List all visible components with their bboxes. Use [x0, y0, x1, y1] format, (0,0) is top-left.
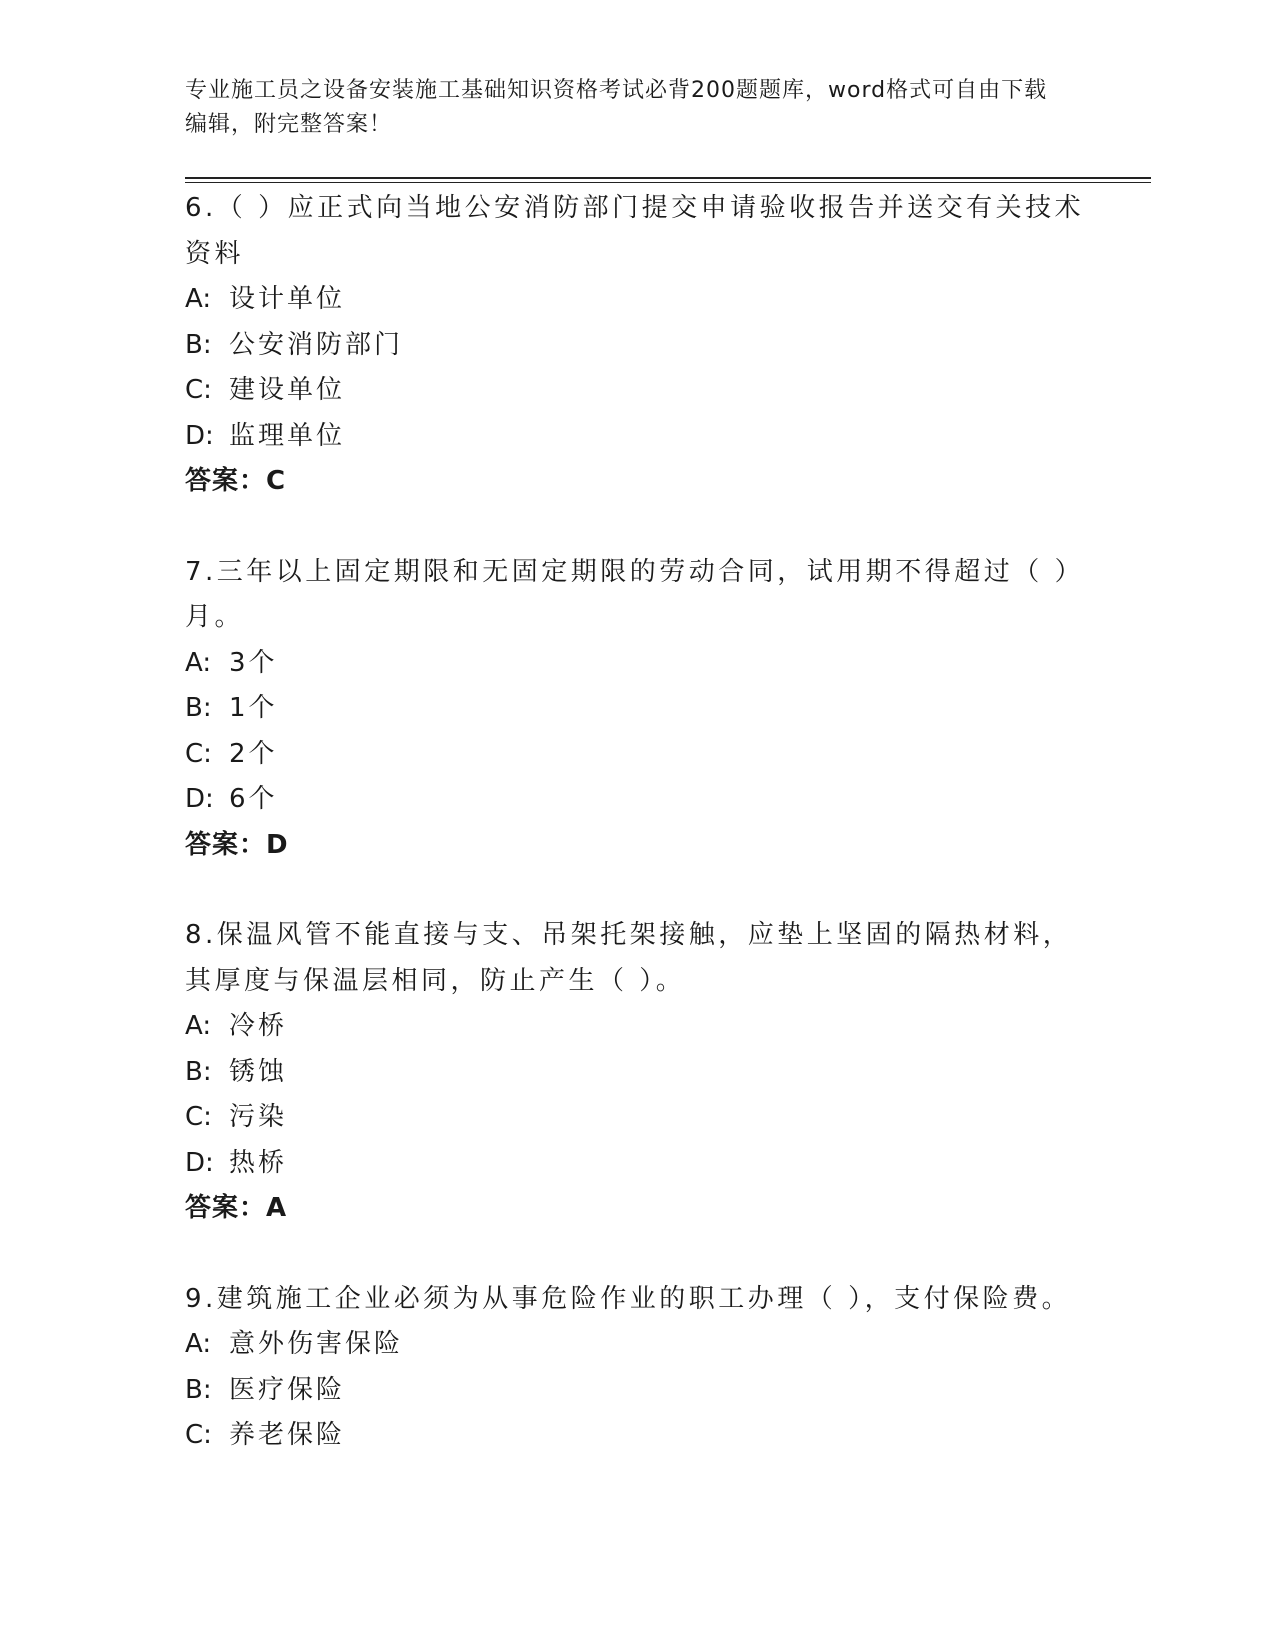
option-d: [185, 1141, 1085, 1187]
option-b: [185, 323, 1085, 369]
option-d: [185, 777, 1085, 823]
question-text: 6.（ ）应正式向当地公安消防部门提交申请验收报告并送交有关技术资料: [185, 193, 1085, 269]
option-text: 监理单位: [229, 420, 346, 451]
question-text: 9.建筑施工企业必须为从事危险作业的职工办理（ ），支付保险费。: [185, 1283, 1072, 1314]
option-a: [185, 1004, 1085, 1050]
option-text: 公安消防部门: [229, 329, 404, 360]
option-b: [185, 1050, 1085, 1096]
answer-line: 答案：D: [185, 829, 289, 860]
option-letter: A:: [185, 1011, 212, 1041]
header-divider: [185, 177, 1151, 183]
option-c: [185, 368, 1085, 414]
option-text: 锈蚀: [229, 1056, 288, 1087]
option-text: 6个: [229, 784, 278, 814]
question-text: 7.三年以上固定期限和无固定期限的劳动合同，试用期不得超过（ ）月。: [185, 556, 1085, 632]
option-text: 2个: [229, 738, 278, 769]
option-b: [185, 1368, 1085, 1414]
option-text: 3个: [229, 647, 278, 678]
question-9: [185, 1277, 1085, 1459]
question-7: [185, 550, 1085, 869]
option-letter: A:: [185, 647, 212, 678]
option-text: 污染: [229, 1102, 288, 1132]
answer-line: 答案：C: [185, 466, 287, 496]
option-letter: C:: [185, 375, 212, 405]
option-text: 设计单位: [229, 284, 346, 314]
option-text: 1个: [229, 693, 278, 723]
option-letter: B:: [185, 1374, 212, 1405]
question-6: [185, 186, 1085, 505]
document-header: 专业施工员之设备安装施工基础知识资格考试必背200题题库，word格式可自由下载编辑，附完整答案！: [185, 78, 1048, 137]
answer-line: 答案：A: [185, 1193, 288, 1223]
option-text: 意外伤害保险: [229, 1329, 404, 1359]
option-letter: A:: [185, 284, 212, 314]
question-8: [185, 913, 1085, 1232]
option-letter: D:: [185, 1147, 214, 1178]
option-letter: B:: [185, 693, 212, 723]
option-text: 医疗保险: [229, 1374, 346, 1405]
option-letter: B:: [185, 1056, 212, 1087]
option-c: [185, 1095, 1085, 1141]
option-c: [185, 1413, 1085, 1459]
question-list: [185, 186, 1085, 1504]
option-text: 热桥: [229, 1147, 288, 1178]
question-text: 8.保温风管不能直接与支、吊架托架接触，应垫上坚固的隔热材料，其厚度与保温层相同，防止产生（ ）。: [185, 920, 1073, 996]
option-letter: D:: [185, 420, 214, 451]
option-c: [185, 732, 1085, 778]
option-d: [185, 414, 1085, 460]
option-a: [185, 1322, 1085, 1368]
option-text: 建设单位: [229, 375, 346, 405]
option-b: [185, 686, 1085, 732]
option-text: 养老保险: [229, 1420, 346, 1450]
option-letter: C:: [185, 1102, 212, 1132]
option-text: 冷桥: [229, 1011, 288, 1041]
option-a: [185, 277, 1085, 323]
option-letter: D:: [185, 784, 214, 814]
option-letter: C:: [185, 738, 212, 769]
option-letter: C:: [185, 1420, 212, 1450]
option-a: [185, 641, 1085, 687]
option-letter: B:: [185, 329, 212, 360]
option-letter: A:: [185, 1329, 212, 1359]
